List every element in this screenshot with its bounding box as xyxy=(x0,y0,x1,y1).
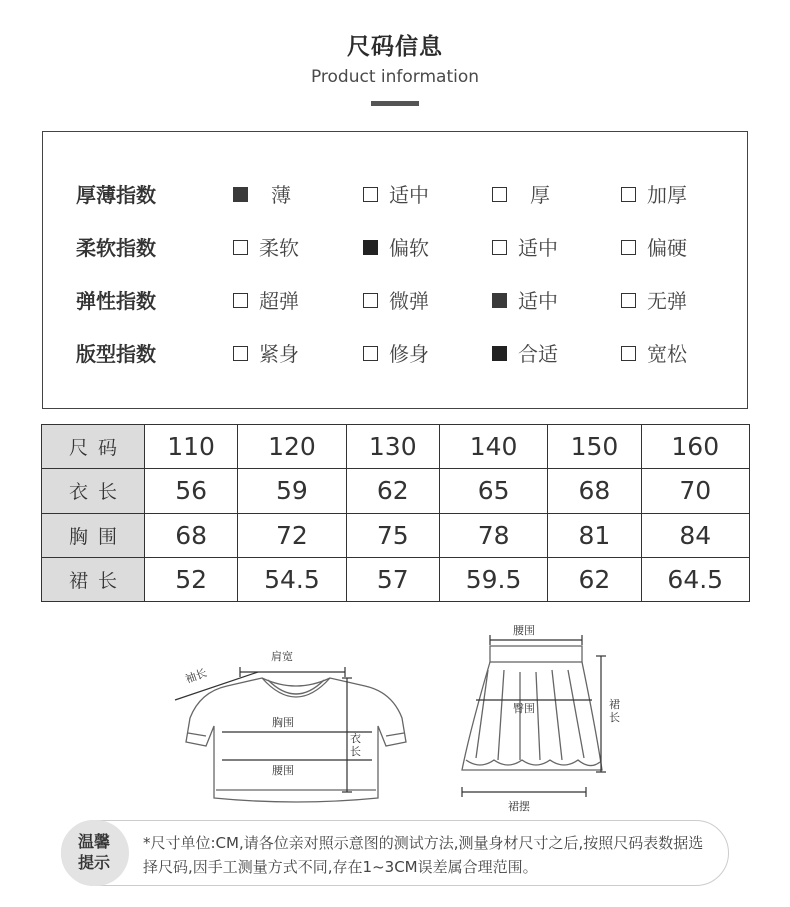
index-option xyxy=(363,233,483,263)
table-cell: 59.5 xyxy=(439,557,547,601)
table-cell: 78 xyxy=(439,513,547,557)
page-title: 尺码信息 xyxy=(347,34,443,60)
unchecked-box-icon xyxy=(621,293,636,308)
index-row xyxy=(43,339,747,369)
index-option-label: 适中 xyxy=(518,236,558,260)
index-option xyxy=(233,286,353,316)
index-option-label: 超弹 xyxy=(259,289,299,313)
tips-badge-line1: 温馨 xyxy=(78,832,111,851)
index-option xyxy=(621,233,741,263)
checked-box-icon xyxy=(492,346,507,361)
unchecked-box-icon xyxy=(492,187,507,202)
index-option-label: 柔软 xyxy=(259,236,299,260)
tips-text: *尺寸单位:CM,请各位亲对照示意图的测试方法,测量身材尺寸之后,按照尺码表数据选择尺码,因手工测量方式不同,存在1~3CM误差属合理范围。 xyxy=(143,834,704,876)
label-skirt-hip: 臀围 xyxy=(513,702,535,715)
table-cell: 81 xyxy=(548,513,641,557)
index-option xyxy=(492,286,612,316)
table-cell: 84 xyxy=(641,513,749,557)
table-cell: 65 xyxy=(439,469,547,513)
unchecked-box-icon xyxy=(363,293,378,308)
table-cell: 150 xyxy=(548,425,641,469)
table-cell: 59 xyxy=(238,469,346,513)
index-option-label: 紧身 xyxy=(259,342,299,366)
fabric-index-panel xyxy=(42,131,748,409)
table-cell: 62 xyxy=(346,469,439,513)
label-skirt-hem: 裙摆 xyxy=(508,800,530,813)
unchecked-box-icon xyxy=(233,346,248,361)
index-option xyxy=(233,339,353,369)
page-subtitle: Product information xyxy=(310,67,480,87)
table-cell: 64.5 xyxy=(641,557,749,601)
size-table xyxy=(41,424,750,602)
table-cell: 160 xyxy=(641,425,749,469)
label-waist: 腰围 xyxy=(272,764,294,777)
tips-badge-line2: 提示 xyxy=(78,853,111,872)
label-skirt-length: 裙长 xyxy=(609,698,620,724)
index-option-label: 适中 xyxy=(389,183,429,207)
row-header: 胸围 xyxy=(42,513,145,557)
measurement-diagram xyxy=(0,620,790,820)
title-underline xyxy=(371,101,419,106)
checked-box-icon xyxy=(363,240,378,255)
index-option xyxy=(621,286,741,316)
unchecked-box-icon xyxy=(621,346,636,361)
index-option xyxy=(363,180,483,210)
section-header xyxy=(0,28,790,106)
index-option-label: 薄 xyxy=(271,183,291,207)
row-header: 衣长 xyxy=(42,469,145,513)
index-option-label: 厚 xyxy=(530,183,550,207)
table-row xyxy=(42,469,750,513)
table-cell: 68 xyxy=(145,513,238,557)
index-option xyxy=(363,286,483,316)
unchecked-box-icon xyxy=(363,187,378,202)
index-option-label: 修身 xyxy=(389,342,429,366)
table-cell: 52 xyxy=(145,557,238,601)
unchecked-box-icon xyxy=(621,240,636,255)
label-chest: 胸围 xyxy=(272,716,294,729)
unchecked-box-icon xyxy=(233,293,248,308)
unchecked-box-icon xyxy=(621,187,636,202)
index-row xyxy=(43,286,747,316)
table-row xyxy=(42,513,750,557)
table-cell: 56 xyxy=(145,469,238,513)
index-option xyxy=(363,339,483,369)
table-cell: 62 xyxy=(548,557,641,601)
checked-box-icon xyxy=(492,293,507,308)
table-cell: 70 xyxy=(641,469,749,513)
table-cell: 140 xyxy=(439,425,547,469)
index-label: 柔软指数 xyxy=(76,236,156,260)
row-header: 裙长 xyxy=(42,557,145,601)
index-option xyxy=(233,180,353,210)
index-option-label: 合适 xyxy=(518,342,558,366)
index-option xyxy=(492,339,612,369)
index-option xyxy=(233,233,353,263)
table-cell: 57 xyxy=(346,557,439,601)
index-row xyxy=(43,180,747,210)
tips-badge xyxy=(61,820,129,886)
label-shoulder: 肩宽 xyxy=(271,650,293,663)
table-cell: 54.5 xyxy=(238,557,346,601)
index-option-label: 偏硬 xyxy=(647,236,687,260)
top-garment-illustration xyxy=(186,678,406,802)
row-header: 尺码 xyxy=(42,425,145,469)
index-option-label: 偏软 xyxy=(389,236,429,260)
table-row xyxy=(42,425,750,469)
index-option-label: 适中 xyxy=(518,289,558,313)
table-cell: 120 xyxy=(238,425,346,469)
unchecked-box-icon xyxy=(233,240,248,255)
table-cell: 75 xyxy=(346,513,439,557)
unchecked-box-icon xyxy=(492,240,507,255)
index-option xyxy=(621,180,741,210)
index-option-label: 微弹 xyxy=(389,289,429,313)
label-skirt-waist: 腰围 xyxy=(513,624,535,637)
unchecked-box-icon xyxy=(363,346,378,361)
index-option-label: 加厚 xyxy=(647,183,687,207)
index-option xyxy=(492,233,612,263)
index-option xyxy=(621,339,741,369)
index-option-label: 无弹 xyxy=(647,289,687,313)
table-cell: 130 xyxy=(346,425,439,469)
table-row xyxy=(42,557,750,601)
index-option xyxy=(492,180,612,210)
index-label: 弹性指数 xyxy=(76,289,156,313)
index-label: 版型指数 xyxy=(76,342,156,366)
index-label: 厚薄指数 xyxy=(76,183,156,207)
index-row xyxy=(43,233,747,263)
table-cell: 72 xyxy=(238,513,346,557)
table-cell: 110 xyxy=(145,425,238,469)
tips-panel xyxy=(61,820,729,886)
label-length: 衣长 xyxy=(350,732,361,758)
label-sleeve: 袖长 xyxy=(183,666,209,686)
table-cell: 68 xyxy=(548,469,641,513)
index-option-label: 宽松 xyxy=(647,342,687,366)
checked-box-icon xyxy=(233,187,248,202)
